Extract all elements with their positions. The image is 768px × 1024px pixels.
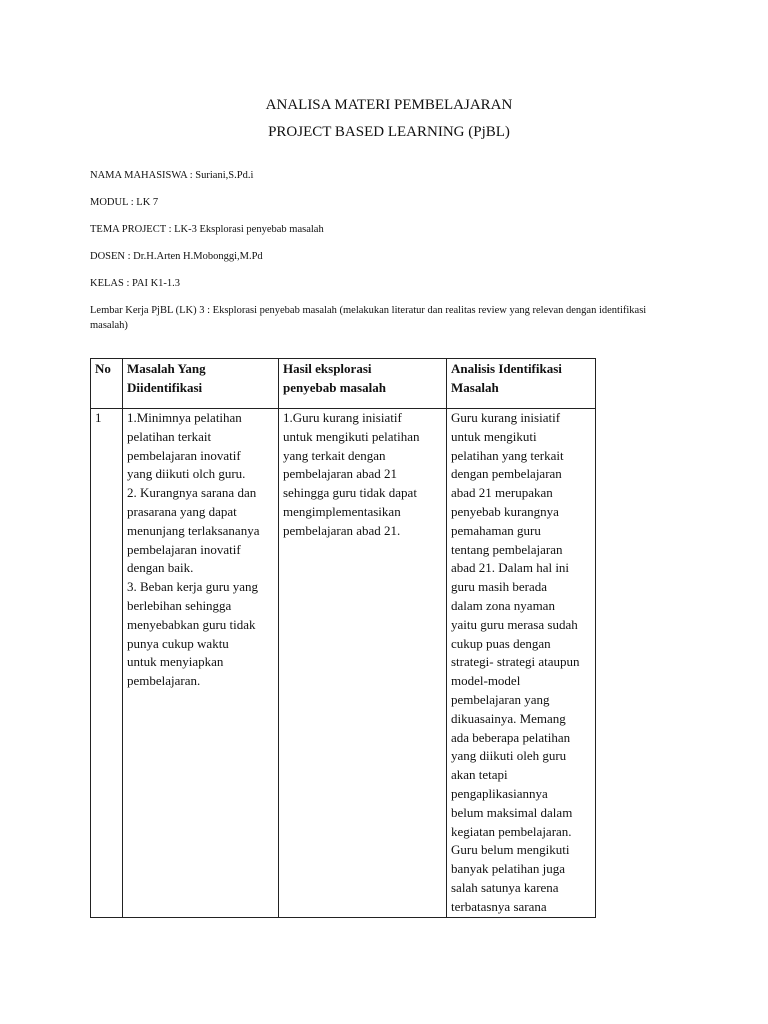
worksheet-intro: Lembar Kerja PjBL (LK) 3 : Eksplorasi penyebab masalah (melakukan literatur dan realitas review yang relevan dengan identifikasi masalah) xyxy=(90,305,647,331)
table-header-row xyxy=(91,359,596,409)
cell-analisis: Guru kurang inisiatif untuk mengikuti pelatihan yang terkait dengan pembelajaran abad 21 merupakan penyebab kurangnya pemahaman guru tentang pembelajaran abad 21. Dalam hal ini guru masih berada dalam zona nyaman yaitu guru merasa sudah cukup puas dengan strategi- strategi ataupun model-model pembelajaran yang dikuasainya. Memang ada beberapa pelatihan yang diikuti oleh guru akan tetapi pengaplikasiannya belum maksimal dalam kegiatan pembelajaran. Guru belum mengikuti banyak pelatihan juga salah satunya karena terbatasnya sarana xyxy=(447,409,596,918)
header-no: No xyxy=(91,359,123,409)
cell-masalah: 1.Minimnya pelatihan pelatihan terkait pembelajaran inovatif yang diikuti olch guru. 2. Kurangnya sarana dan prasarana yang dapat menunjang terlaksananya pembelajaran inovatif dengan baik. 3. Beban kerja guru yang berlebihan sehingga menyebabkan guru tidak punya cukup waktu untuk menyiapkan pembelajaran. xyxy=(123,409,279,918)
document-subtitle: PROJECT BASED LEARNING (PjBL) xyxy=(268,124,510,140)
analysis-table xyxy=(90,358,596,918)
student-name: NAMA MAHASISWA : Suriani,S.Pd.i xyxy=(90,170,254,181)
class-line: KELAS : PAI K1-1.3 xyxy=(90,278,181,289)
cell-hasil: 1.Guru kurang inisiatif untuk mengikuti pelatihan yang terkait dengan pembelajaran abad 21 sehingga guru tidak dapat mengimplementasikan pembelajaran abad 21. xyxy=(279,409,447,918)
header-analisis: Analisis Identifikasi Masalah xyxy=(447,359,596,409)
header-masalah: Masalah Yang Diidentifikasi xyxy=(123,359,279,409)
document-title: ANALISA MATERI PEMBELAJARAN xyxy=(265,97,513,113)
cell-no: 1 xyxy=(91,409,123,918)
table-row xyxy=(91,409,596,918)
module-line: MODUL : LK 7 xyxy=(90,197,159,208)
lecturer-line: DOSEN : Dr.H.Arten H.Mobonggi,M.Pd xyxy=(90,251,263,262)
project-theme: TEMA PROJECT : LK-3 Eksplorasi penyebab masalah xyxy=(90,224,324,235)
header-hasil: Hasil eksplorasi penyebab masalah xyxy=(279,359,447,409)
